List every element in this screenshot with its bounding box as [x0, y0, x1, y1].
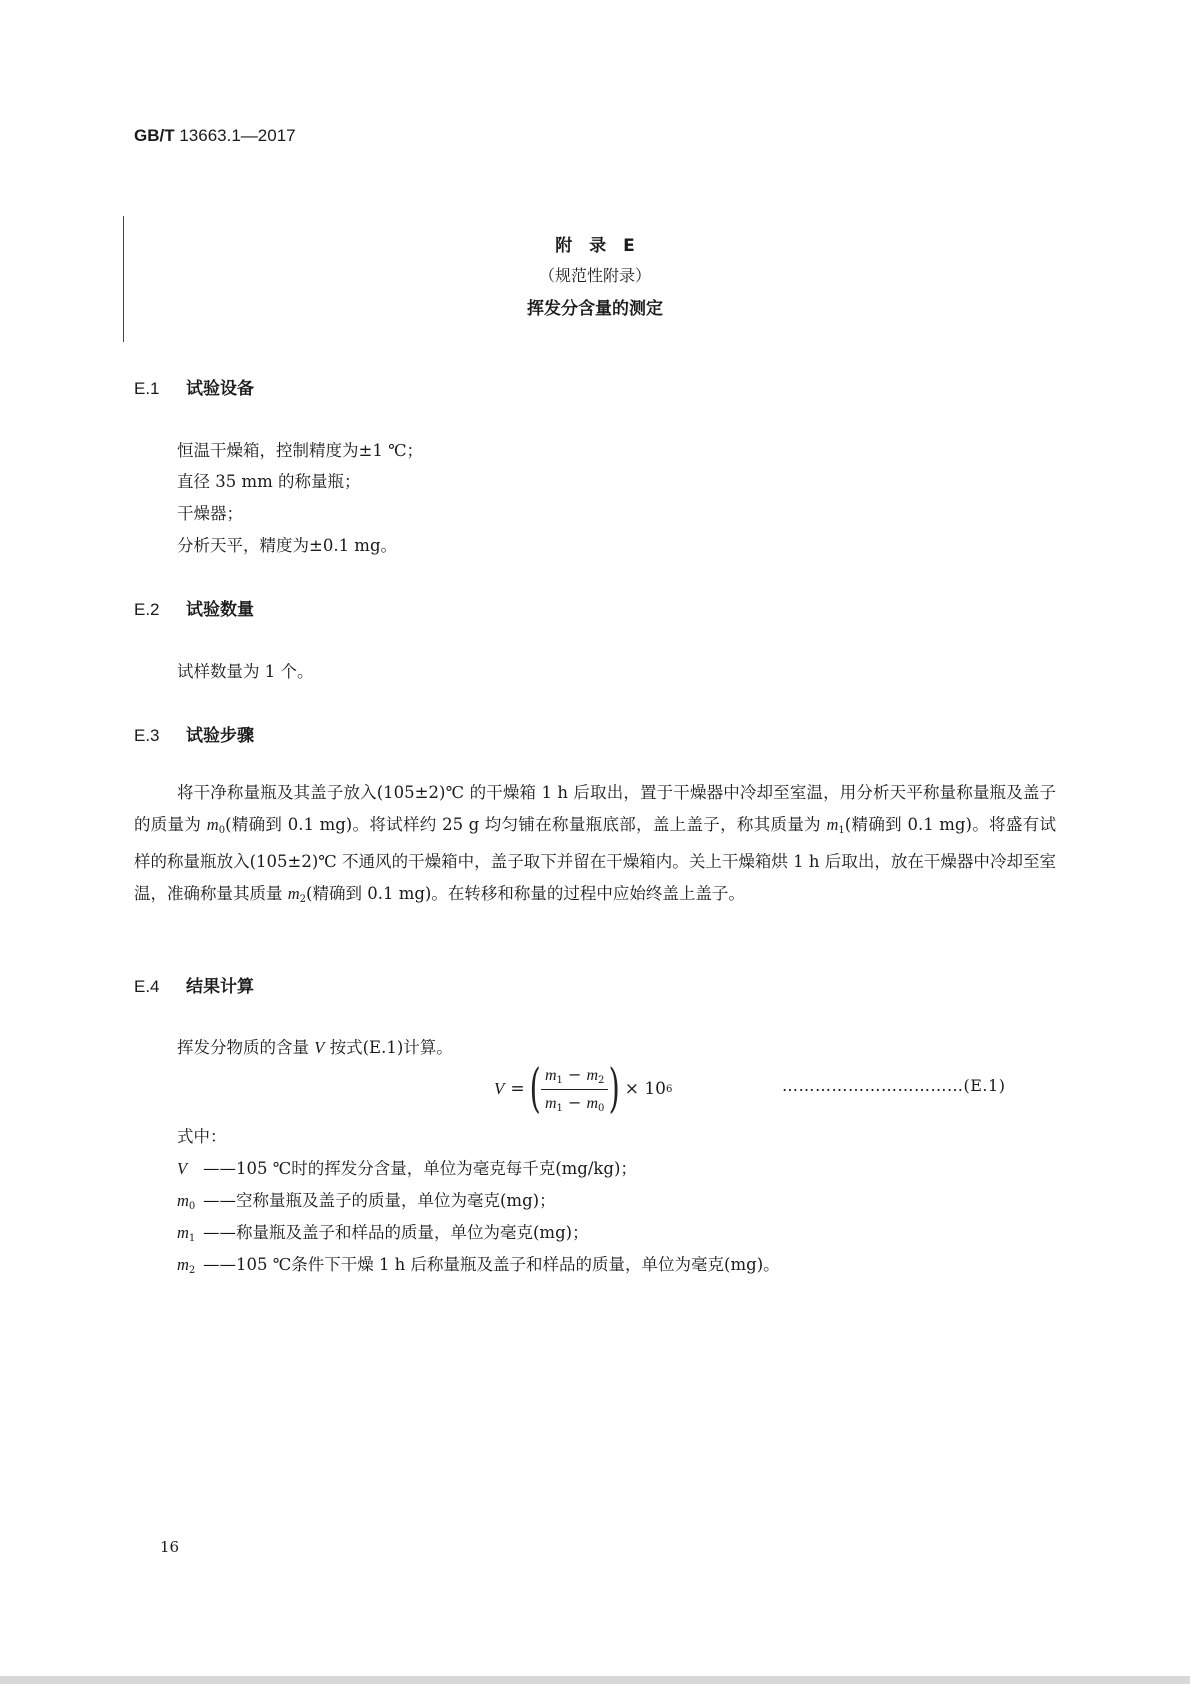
annex-title: 附 录 E — [555, 236, 635, 256]
section-heading-e1: E.1 试验设备 — [134, 379, 254, 399]
procedure-paragraph: 将干净称量瓶及其盖子放入(105±2)℃ 的干燥箱 1 h 后取出，置于干燥器中冷却至室温，用分析天平称量称量瓶及盖子的质量为 $m_0$(精确到 0.1 mg)。将试样约 25 g 均匀铺在称量瓶底部，盖上盖子，称其质量为 $m_1$(精确到 0.1 mg)。将盛有试样的称量瓶放入(105±2)℃ 不通风的干燥箱中，盖子取下并留在干燥箱内。关上干燥箱烘 1 h 后取出，放在干燥器中冷却至室温，准确称量其质量 $m_2$(精确到 0.1 mg)。在转移和称量的过程中应始终盖上盖子。 — [134, 783, 1056, 905]
right-paren: ) — [608, 1059, 621, 1119]
variable-definition: $m_1$ ——称量瓶及盖子和样品的质量，单位为毫克(mg)； — [177, 1223, 589, 1244]
section-heading-e2: E.2 试验数量 — [134, 600, 254, 620]
equation-number: ……………………………(E.1) — [782, 1076, 1006, 1095]
formula-e1: V = ( $\frac{m_1 - m_2}{m_1 - m_0}$ ) × 10 6 — [494, 1059, 673, 1119]
equipment-item: 干燥器； — [177, 504, 243, 523]
annex-name: 挥发分含量的测定 — [527, 299, 663, 319]
annex-type: （规范性附录） — [538, 266, 651, 285]
variable-definition: $m_2$ ——105 ℃条件下干燥 1 h 后称量瓶及盖子和样品的质量，单位为毫克(mg)。 — [177, 1255, 780, 1276]
equipment-item: 恒温干燥箱，控制精度为±1 ℃； — [177, 441, 424, 460]
bottom-border — [0, 1676, 1190, 1684]
page-number: 16 — [160, 1538, 180, 1556]
standard-code: GB/T 13663.1—2017 — [134, 126, 296, 145]
section-heading-e3: E.3 试验步骤 — [134, 726, 254, 746]
variable-definition: $m_0$ ——空称量瓶及盖子的质量，单位为毫克(mg)； — [177, 1191, 556, 1212]
equipment-item: 直径 35 mm 的称量瓶； — [177, 472, 361, 491]
section-heading-e4: E.4 结果计算 — [134, 977, 254, 997]
variable-definition: V ——105 ℃时的挥发分含量，单位为毫克每千克(mg/kg)； — [177, 1159, 637, 1178]
left-paren: ( — [529, 1059, 541, 1119]
equipment-item: 分析天平，精度为±0.1 mg。 — [177, 536, 398, 555]
sample-quantity-text: 试样数量为 1 个。 — [177, 662, 314, 681]
calculation-intro: 挥发分物质的含量 V 按式(E.1)计算。 — [177, 1038, 453, 1057]
where-label: 式中： — [177, 1127, 227, 1146]
fraction: $\frac{m_1 - m_2}{m_1 - m_0}$ — [541, 1065, 608, 1114]
